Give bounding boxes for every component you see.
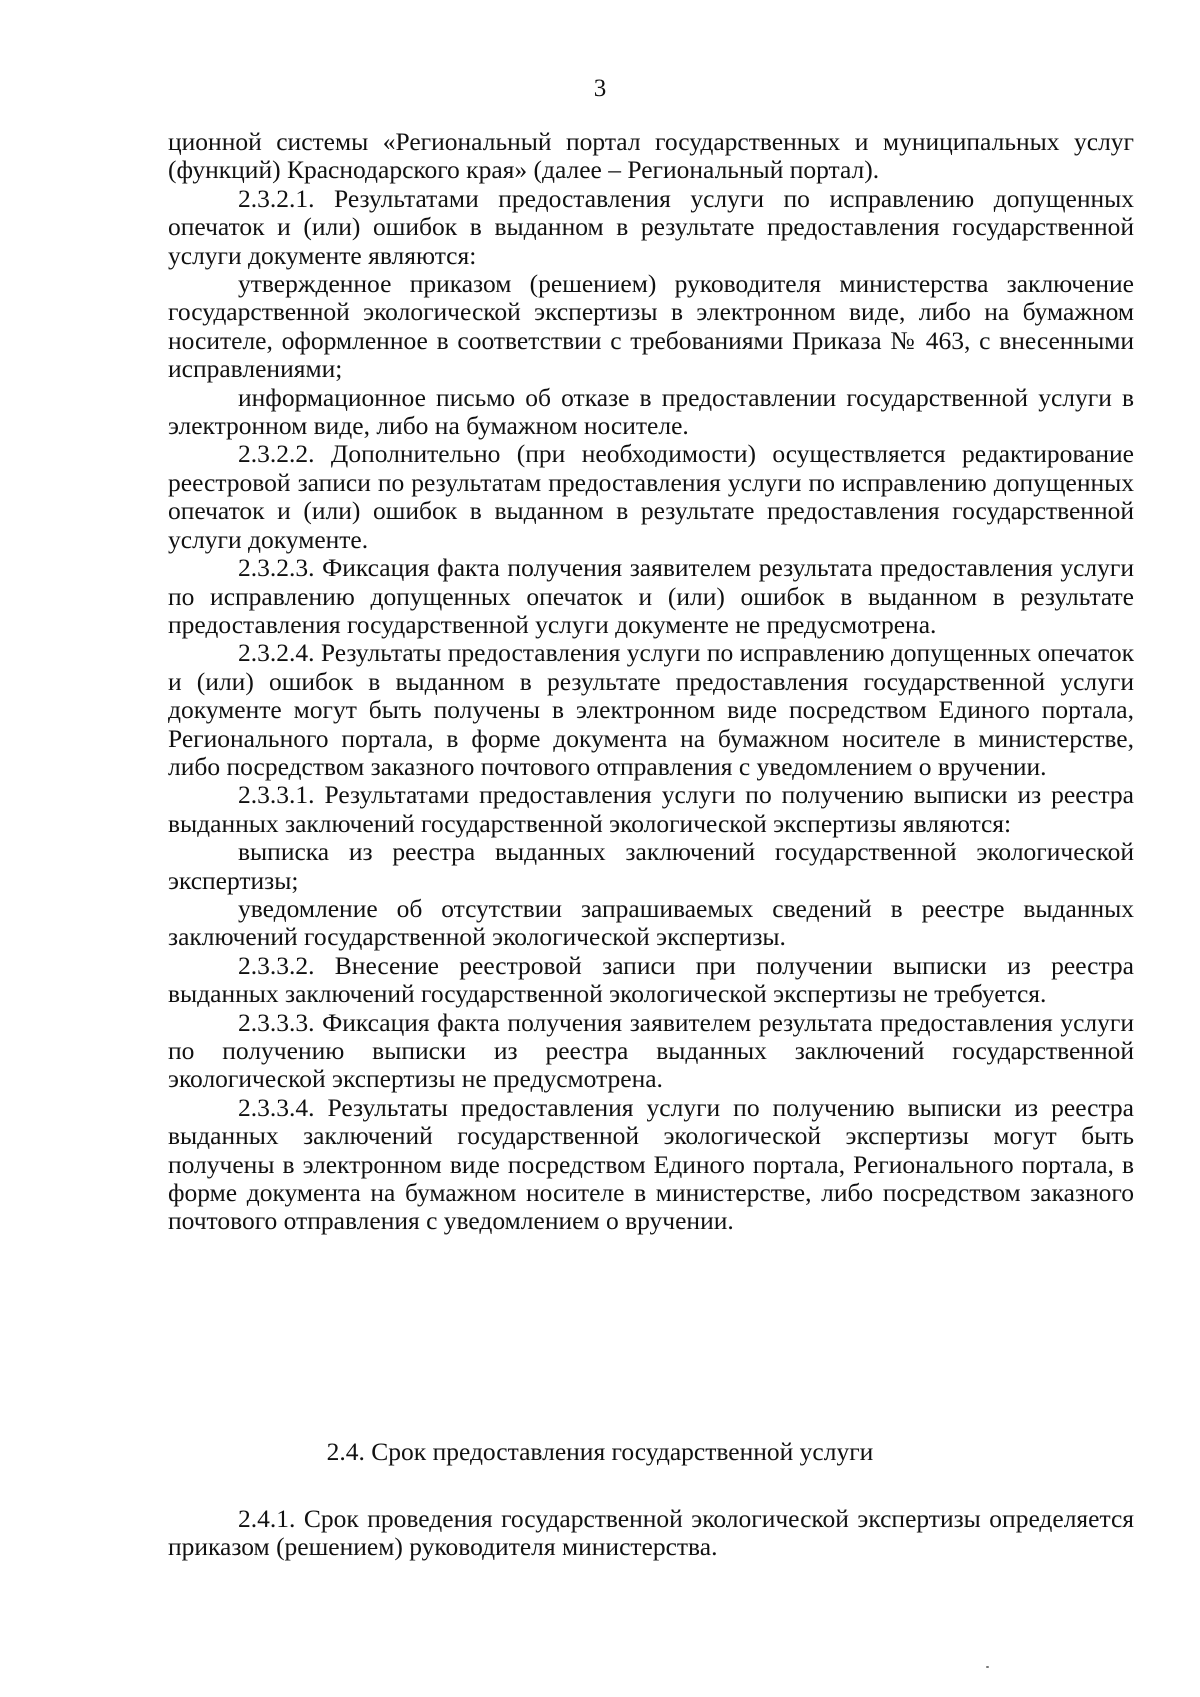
scan-speck [986, 1666, 989, 1668]
paragraph: 2.3.3.4. Результаты предоставления услуги по получению выписки из реестра выданных заключений государственной экологической экспертизы могут быть получены в электронном виде посредством Единого портала, Регионального портала, в форме документа на бумажном носителе в министерстве, либо посредством заказного почтового отправления с уведомлением о вручении. [168, 1092, 1134, 1236]
paragraph: 2.3.2.1. Результатами предоставления услуги по исправлению допущенных опечаток и (или) ошибок в выданном в результате предоставления государственной услуги документе являются: [168, 183, 1134, 270]
paragraph: информационное письмо об отказе в предоставлении государственной услуги в электронном виде, либо на бумажном носителе. [168, 382, 1134, 441]
paragraph: утвержденное приказом (решением) руководителя министерства заключение государственной экологической экспертизы в электронном виде, либо на бумажном носителе, оформленное в соответствии с требованиями Приказа № 463, с внесенными исправлениями; [168, 269, 1134, 384]
document-body [168, 128, 1134, 1236]
final-paragraph: 2.4.1. Срок проведения государственной экологической экспертизы определяется приказом (решением) руководителя министерства. [168, 1504, 1134, 1562]
paragraph: 2.3.3.1. Результатами предоставления услуги по получению выписки из реестра выданных заключений государственной экологической экспертизы являются: [168, 780, 1134, 838]
paragraph: уведомление об отсутствии запрашиваемых сведений в реестре выданных заключений государственной экологической экспертизы. [168, 893, 1134, 952]
paragraph: 2.3.3.3. Фиксация факта получения заявителем результата предоставления услуги по получению выписки из реестра выданных заключений государственной экологической экспертизы не предусмотрена. [168, 1007, 1134, 1094]
page-number: 3 [593, 75, 607, 102]
paragraph: 2.3.2.3. Фиксация факта получения заявителем результата предоставления услуги по исправлению допущенных опечаток и (или) ошибок в выданном в результате предоставления государственной услуги документе не предусмотрена. [168, 553, 1134, 639]
section-heading: 2.4. Срок предоставления государственной услуги [326, 1437, 874, 1466]
paragraph: 2.3.3.2. Внесение реестровой записи при получении выписки из реестра выданных заключений государственной экологической экспертизы не требуется. [168, 950, 1134, 1009]
paragraph: выписка из реестра выданных заключений государственной экологической экспертизы; [168, 837, 1134, 895]
paragraph: 2.3.2.2. Дополнительно (при необходимости) осуществляется редактирование реестровой записи по результатам предоставления услуги по исправлению допущенных опечаток и (или) ошибок в выданном в результате предоставления государственной услуги документе. [168, 439, 1134, 554]
paragraph: 2.3.2.4. Результаты предоставления услуги по исправлению допущенных опечаток и (или) ошибок в выданном в результате предоставления государственной услуги документе могут быть получены в электронном виде посредством Единого портала, Регионального портала, в форме документа на бумажном носителе в министерстве, либо посредством заказного почтового отправления с уведомлением о вручении. [168, 638, 1134, 781]
paragraph: ционной системы «Региональный портал государственных и муниципальных услуг (функций) Краснодарского края» (далее – Региональный портал). [168, 127, 1134, 185]
